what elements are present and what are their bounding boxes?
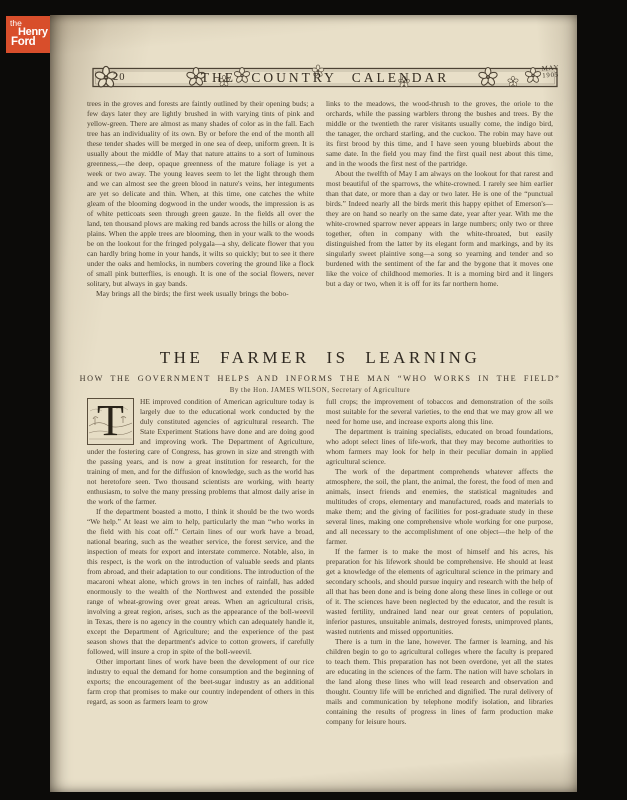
article-header bbox=[70, 349, 570, 395]
article-subtitle: HOW THE GOVERNMENT HELPS AND INFORMS THE MAN “WHO WORKS IN THE FIELD” bbox=[79, 374, 561, 383]
top-left-column bbox=[87, 99, 314, 349]
magazine-title: THE COUNTRY CALENDAR bbox=[200, 69, 450, 85]
dropcap-letter: T bbox=[97, 397, 124, 445]
paragraph: links to the meadows, the wood-thrush to the groves, the oriole to the orchards, while the passing warblers throng the bushes and trees. By the middle or the twentieth the rarer visitants usually come, the indigo bird, the tanager, the orchard starling, and the cuckoo. The robin may have out its first brood by this time, and I have seen young bluebirds about the same date. In the field you may find the first quail nest about this time, and in the woods the first nest of the partridge. bbox=[326, 99, 553, 168]
issue-month: MAY bbox=[541, 64, 560, 73]
first-paragraph-text: HE improved condition of American agriculture today is largely due to the educational work conducted by the duly constituted agencies of agricultural research. The State Experiment Stations have done and are doing good and improving work. The Department of Agriculture, under the fostering care of Congress, has grown in size and strength with the passing years, and is now a great institution for research, for the training of men, and for the diffusion of knowledge, such as the world has not heretofore seen. Two thousand scientists are working, with hearty enthusiasm, to solve the many pressing problems that almost daily arise in the work of the farmer. bbox=[87, 397, 314, 506]
page-header-banner bbox=[92, 62, 558, 94]
paragraph: The department is training specialists, educated on broad foundations, who adopt select lines of life-work, that they may become authorities to whom farmers may look for help in their peculiar domain in applied agricultural science. bbox=[326, 427, 553, 466]
top-right-column bbox=[326, 99, 553, 349]
issue-year: 1905 bbox=[542, 71, 560, 80]
article-byline: By the Hon. JAMES WILSON, Secretary of Agriculture bbox=[229, 387, 411, 394]
issue-date bbox=[542, 65, 561, 80]
drop-cap bbox=[87, 398, 134, 445]
article-body-section bbox=[87, 397, 553, 761]
article-right-column bbox=[326, 397, 553, 761]
page-number: 20 bbox=[113, 72, 126, 83]
paragraph: Other important lines of work have been the development of our rice industry to equal the demand for home consumption and the beginning of exports; the encouragement of the beet-sugar industry as an additional farm crop that promises to make our country independent of others in this regard, as soon as farmers learn to grow bbox=[87, 657, 314, 706]
logo-text-the: the bbox=[10, 18, 22, 28]
henry-ford-logo[interactable] bbox=[6, 16, 51, 53]
top-text-section bbox=[87, 99, 553, 349]
paragraph: About the twelfth of May I am always on the lookout for that rarest and most beautiful of the sparrows, the white-crowned. I rarely see him earlier than that date, or more than a day or two later. He is one of the “punctual birds.” Indeed nearly all the birds merit this happy epithet of Emerson's—they are on hand so nearly on the same date, year after year. With me the white-crowned sparrow never appears in large numbers; only two or three together, often in company with the white-throated, but easily distinguished from the latter by its elegant form and markings, and by its singularly sweet plaintive song—a song so yearning and tender and so burdened with the sentiment of the far and the bygone that it moves one like the voice of childhood memories. It is a morning bird and it lingers but a day or two, when it is off for its far northern home. bbox=[326, 169, 553, 288]
paragraph: If the department boasted a motto, I think it should be the two words “We help.” At least we aim to help, particularly the man “who works in the field with his coat off.” Certain lines of our work have a broad, national bearing, such as the weather service, the forest service, and the inspection of meats for export and interstate commerce. Notable, also, in this respect, is the work on the introduction of valuable seeds and plants from abroad, and their adaptation to our conditions. The introduction of the macaroni wheat alone, which grows in ten inches of rainfall, has added enormously to the wealth of the Northwest and extended the possible range of wheat-growing over great areas. When an agricultural crisis, involving a great region, arises, such as the appearance of the boll-weevil in Texas, there is no agency in the country which can adequately handle it, except the Department of Agriculture; and the experience of the past season shows that the department's advice to cotton growers, if carefully followed, will insure a crop in spite of the boll-weevil. bbox=[87, 507, 314, 656]
logo-text-ford: Ford bbox=[11, 36, 36, 48]
paragraph: trees in the groves and forests are faintly outlined by their opening buds; a few days later they are lightly brushed in with varying tints of pink and yellow-green. There are almost as many shades of color as in the fall. Each tree has an individuality of its own. By or before the end of the month all these tender shades will be merged in one sea of deep, uniform green. It is usually about the middle of May that nature attains to a sort of luminous greenness,—the deep, opaque greenness of the mature foliage is yet a week or two away. The young leaves seem to let the light through them and we can almost see the green blood in nature's veins, her integuments are yet so delicate and thin. When, at this time, one catches the white gleam of the blooming dogwood in the under woods, the impression is as of white petticoats seen through green gauze. In the fields all over the land, ten thousand plows are making red bands across the hills or along the plains. When the apple trees are blooming, then in your walk to the woods be on the lookout for the fringed polygala—a shy, delicate flower that you can hardly bring home in your hands, it wilts so quickly; but to see it there under the oaks and hemlocks, in numbers covering the ground like a flock of small pink butterflies, is enough. It is one of the social flowers, never solitary, but always in gay bands. bbox=[87, 99, 314, 288]
article-left-column bbox=[87, 397, 314, 761]
article-left-paragraphs bbox=[87, 507, 314, 707]
paragraph: full crops; the improvement of tobaccos and demonstration of the soils most suitable for the several varieties, to the end that we may grow all we need for home use, and increase exports along this line. bbox=[326, 397, 553, 426]
paragraph: There is a turn in the lane, however. The farmer is learning, and his children begin to go to agricultural colleges where the faculty is prepared to teach them. This preparation has not been overdone, yet all the states are educating in the sciences of the farm. The nation will have scholars in the land along these lines who will lead research and observation and thought. Country life will be enriched and dignified. The rural delivery of mails and communication by telephone modify isolation, and libraries containing the results of progress in lines of farm production make company for leisure hours. bbox=[326, 637, 553, 726]
paragraph-with-dropcap bbox=[87, 397, 314, 507]
logo-text-henry: Henry bbox=[18, 26, 48, 38]
paragraph: May brings all the birds; the first week usually brings the bobo- bbox=[96, 289, 289, 298]
magazine-page bbox=[50, 15, 577, 792]
paragraph: The work of the department comprehends whatever affects the atmosphere, the soil, the plant, the animal, the forest, the food of men and animals, insect friends and enemies, the statistical magnitudes and multitudes of crops, elementary and manufactured, roads and materials to make them; and the giving of facilities for post-graduate study in these several lines, making one comprehensive whole working for one purpose, and all necessary to the accomplishment of one object—the help of the farmer. bbox=[326, 467, 553, 546]
article-title: THE FARMER IS LEARNING bbox=[159, 348, 481, 367]
paragraph: If the farmer is to make the most of himself and his acres, his preparation for his lifework should be comprehensive. He should at least get a knowledge of the elements of agricultural science in the primary and secondary schools, and should pursue inquiry and research with the help of all that has been done and is being done along these lines in college or out of it. The sciences have been neglected by the educator, and the result is wasted fertility, undrained land near our great centers of population, inferior pastures, unsuitable animals, destroyed forests, unimproved plants, wasted nutrients and missed opportunities. bbox=[326, 547, 553, 636]
